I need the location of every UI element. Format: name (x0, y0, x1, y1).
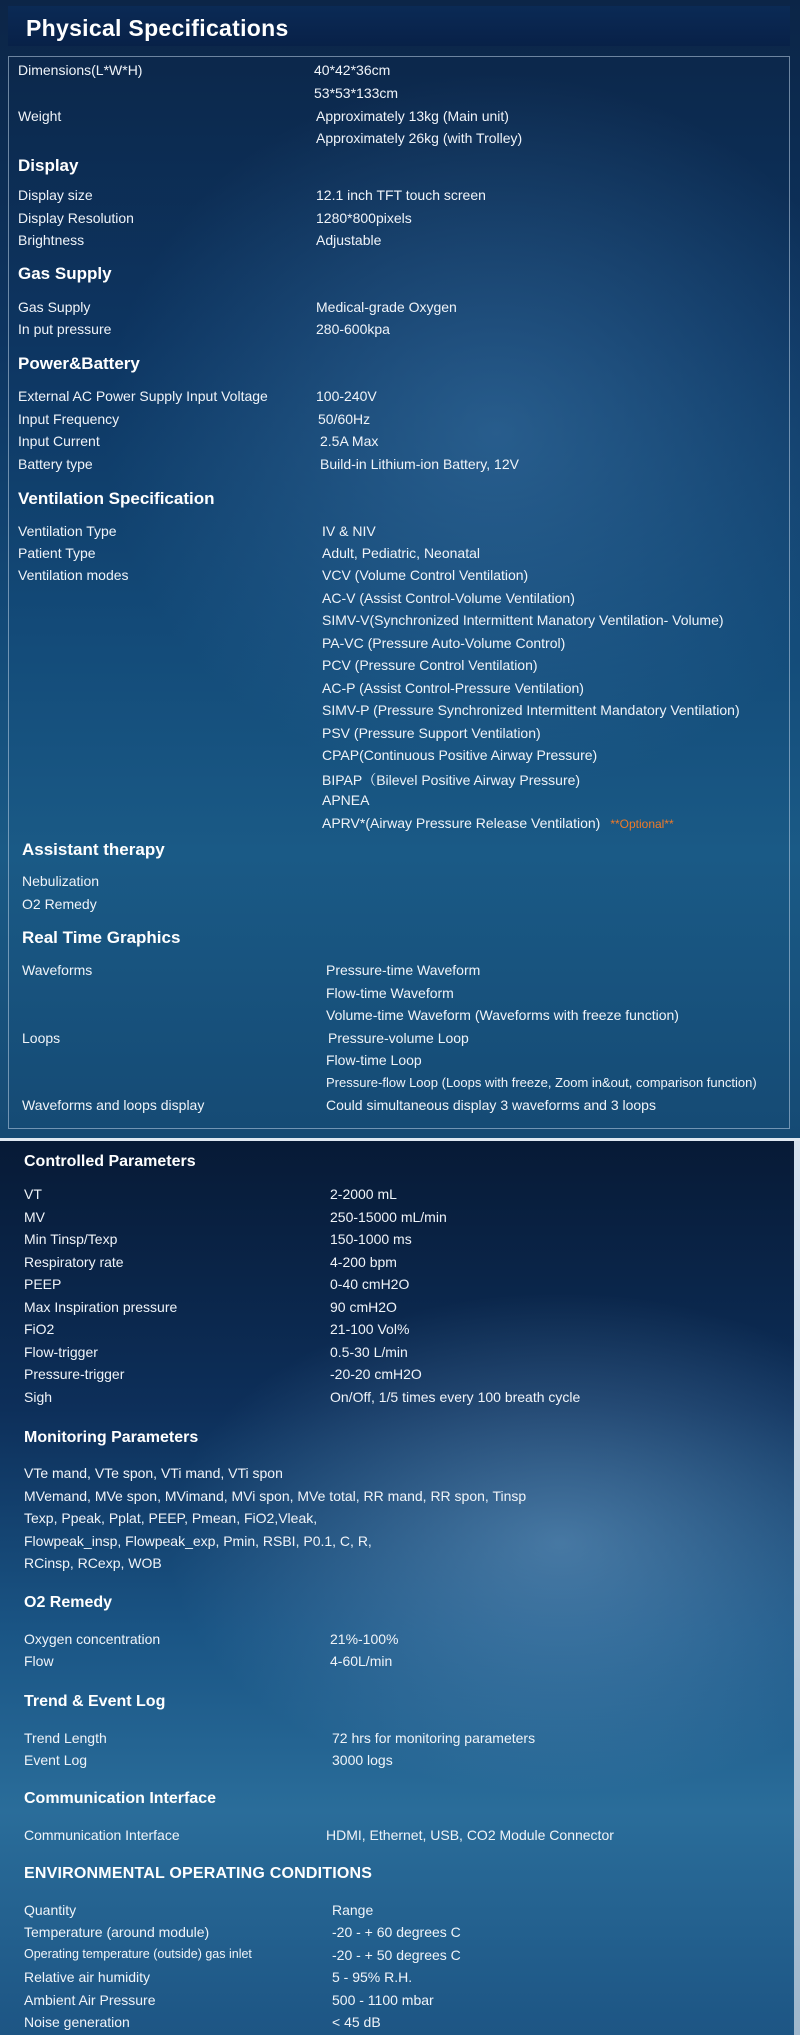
spec-label: Noise generation (24, 2014, 130, 2030)
ventilation-mode: CPAP(Continuous Positive Airway Pressure) (322, 747, 598, 763)
spec-label: Brightness (18, 232, 85, 248)
ventilation-mode: PA-VC (Pressure Auto-Volume Control) (322, 635, 566, 651)
spec-label: FiO2 (24, 1321, 55, 1337)
spec-label: Oxygen concentration (24, 1631, 161, 1647)
spec-label: Flow (24, 1653, 54, 1669)
spec-label: Input Current (18, 433, 100, 449)
monitoring-line: MVemand, MVe spon, MVimand, MVi spon, MVe total, RR mand, RR spon, Tinsp (24, 1488, 527, 1504)
spec-label: Min Tinsp/Texp (24, 1231, 118, 1247)
spec-label: Battery type (18, 456, 93, 472)
graphics-display-label: Waveforms and loops display (22, 1097, 205, 1113)
spec-label: Gas Supply (18, 299, 91, 315)
ventilation-mode-aprv (322, 815, 674, 831)
ventilation-type-label: Ventilation Type (18, 523, 117, 539)
optional-note: **Optional** (610, 817, 674, 831)
spec-label: External AC Power Supply Input Voltage (18, 388, 268, 404)
parameters-panel (0, 1138, 800, 2035)
monitoring-line: Texp, Ppeak, Pplat, PEEP, Pmean, FiO2,Vleak, (24, 1510, 318, 1526)
spec-label: MV (24, 1209, 45, 1225)
spec-label: Respiratory rate (24, 1254, 124, 1270)
section-title-real-time-graphics: Real Time Graphics (22, 928, 181, 947)
section-title-environmental: ENVIRONMENTAL OPERATING CONDITIONS (24, 1865, 373, 1882)
spec-value: 12.1 inch TFT touch screen (316, 187, 486, 203)
spec-value: -20 - + 50 degrees C (332, 1947, 461, 1963)
spec-label: Pressure-trigger (24, 1366, 125, 1382)
spec-label: Quantity (24, 1902, 77, 1918)
ventilation-mode: BIPAP（Bilevel Positive Airway Pressure) (322, 772, 581, 788)
spec-label: Flow-trigger (24, 1344, 98, 1360)
spec-value: 1280*800pixels (316, 210, 412, 226)
spec-value: 280-600kpa (316, 321, 390, 337)
waveform-item: Pressure-time Waveform (326, 962, 481, 978)
spec-label: Communication Interface (24, 1827, 180, 1843)
loops-label: Loops (22, 1030, 61, 1046)
spec-value: 0.5-30 L/min (330, 1344, 408, 1360)
section-title-monitoring-parameters: Monitoring Parameters (24, 1429, 199, 1446)
section-title-controlled-parameters: Controlled Parameters (24, 1153, 196, 1170)
section-title-assistant-therapy: Assistant therapy (22, 840, 165, 859)
loop-item: Pressure-flow Loop (Loops with freeze, Zoom in&out, comparison function) (326, 1075, 757, 1090)
ventilation-modes-label: Ventilation modes (18, 567, 129, 583)
ventilation-mode: APRV*(Airway Pressure Release Ventilation) (322, 815, 601, 831)
loop-item: Pressure-volume Loop (328, 1030, 469, 1046)
title-bar (8, 6, 790, 46)
spec-value: -20 - + 60 degrees C (332, 1924, 461, 1940)
weight-value: Approximately 13kg (Main unit) (316, 108, 509, 124)
spec-value: On/Off, 1/5 times every 100 breath cycle (330, 1389, 581, 1405)
monitoring-line: Flowpeak_insp, Flowpeak_exp, Pmin, RSBI, P0.1, C, R, (24, 1533, 372, 1549)
section-title-o2-remedy: O2 Remedy (24, 1594, 113, 1611)
spec-value: 72 hrs for monitoring parameters (332, 1730, 536, 1746)
monitoring-line: RCinsp, RCexp, WOB (24, 1555, 162, 1571)
ventilation-mode: PSV (Pressure Support Ventilation) (322, 725, 541, 741)
patient-type-value: Adult, Pediatric, Neonatal (322, 545, 480, 561)
spec-value: 21%-100% (330, 1631, 399, 1647)
waveform-item: Volume-time Waveform (Waveforms with freeze function) (326, 1007, 679, 1023)
section-title-power-battery: Power&Battery (18, 354, 140, 373)
spec-label: Temperature (around module) (24, 1924, 210, 1940)
ventilation-type-value: IV & NIV (322, 523, 376, 539)
spec-value: 4-200 bpm (330, 1254, 397, 1270)
waveforms-label: Waveforms (22, 962, 93, 978)
spec-label: Input Frequency (18, 411, 120, 427)
spec-value: 500 - 1100 mbar (332, 1992, 434, 2008)
section-title-gas-supply: Gas Supply (18, 264, 112, 283)
ventilation-mode: AC-V (Assist Control-Volume Ventilation) (322, 590, 575, 606)
spec-label: Relative air humidity (24, 1969, 151, 1985)
spec-value: 90 cmH2O (330, 1299, 397, 1315)
graphics-display-value: Could simultaneous display 3 waveforms and 3 loops (326, 1097, 656, 1113)
spec-value: Medical-grade Oxygen (316, 299, 457, 315)
spec-label: PEEP (24, 1276, 62, 1292)
spec-value: 2.5A Max (320, 433, 379, 449)
page-title: Physical Specifications (26, 15, 289, 41)
spec-value: 250-15000 mL/min (330, 1209, 447, 1225)
ventilation-mode: VCV (Volume Control Ventilation) (322, 567, 529, 583)
spec-value: 21-100 Vol% (330, 1321, 410, 1337)
spec-value: < 45 dB (332, 2014, 381, 2030)
waveform-item: Flow-time Waveform (326, 985, 454, 1001)
spec-value: 2-2000 mL (330, 1186, 397, 1202)
weight-value: Approximately 26kg (with Trolley) (316, 130, 523, 146)
ventilation-mode: PCV (Pressure Control Ventilation) (322, 657, 538, 673)
spec-label: VT (24, 1186, 42, 1202)
spec-value: HDMI, Ethernet, USB, CO2 Module Connector (326, 1827, 614, 1843)
spec-label: Sigh (24, 1389, 53, 1405)
spec-label: Trend Length (24, 1730, 107, 1746)
spec-value: 3000 logs (332, 1752, 393, 1768)
spec-value: -20-20 cmH2O (330, 1366, 422, 1382)
monitoring-line: VTe mand, VTe spon, VTi mand, VTi spon (24, 1465, 283, 1481)
spec-value: Range (332, 1902, 374, 1918)
ventilation-mode: APNEA (322, 792, 370, 808)
spec-label: Event Log (24, 1752, 88, 1768)
spec-value: 100-240V (316, 388, 377, 404)
spec-label: Display Resolution (18, 210, 134, 226)
spec-value: 0-40 cmH2O (330, 1276, 410, 1292)
weight-label: Weight (18, 108, 62, 124)
dimensions-value: 53*53*133cm (314, 85, 399, 101)
spec-value: Build-in Lithium-ion Battery, 12V (320, 456, 519, 472)
therapy-item: O2 Remedy (22, 896, 97, 912)
section-title-communication-interface: Communication Interface (24, 1790, 217, 1807)
ventilation-mode: AC-P (Assist Control-Pressure Ventilation) (322, 680, 584, 696)
panel-edge (794, 1141, 800, 2035)
spec-label: Max Inspiration pressure (24, 1299, 178, 1315)
spec-value: 50/60Hz (318, 411, 371, 427)
dimensions-label: Dimensions(L*W*H) (18, 62, 143, 78)
spec-value: 4-60L/min (330, 1653, 393, 1669)
ventilation-mode: SIMV-V(Synchronized Intermittent Manatory Ventilation- Volume) (322, 612, 724, 628)
patient-type-label: Patient Type (18, 545, 96, 561)
spec-label: Operating temperature (outside) gas inlet (24, 1947, 252, 1961)
spec-label: Ambient Air Pressure (24, 1992, 156, 2008)
ventilation-mode: SIMV-P (Pressure Synchronized Intermittent Mandatory Ventilation) (322, 702, 740, 718)
spec-label: In put pressure (18, 321, 112, 337)
section-title-display: Display (18, 156, 79, 175)
therapy-item: Nebulization (22, 873, 100, 889)
section-title-ventilation: Ventilation Specification (18, 489, 215, 508)
dimensions-value: 40*42*36cm (314, 62, 391, 78)
loop-item: Flow-time Loop (326, 1052, 422, 1068)
section-title-trend-event-log: Trend & Event Log (24, 1693, 166, 1710)
spec-label: Display size (18, 187, 93, 203)
spec-value: Adjustable (316, 232, 382, 248)
spec-value: 5 - 95% R.H. (332, 1969, 413, 1985)
spec-value: 150-1000 ms (330, 1231, 412, 1247)
